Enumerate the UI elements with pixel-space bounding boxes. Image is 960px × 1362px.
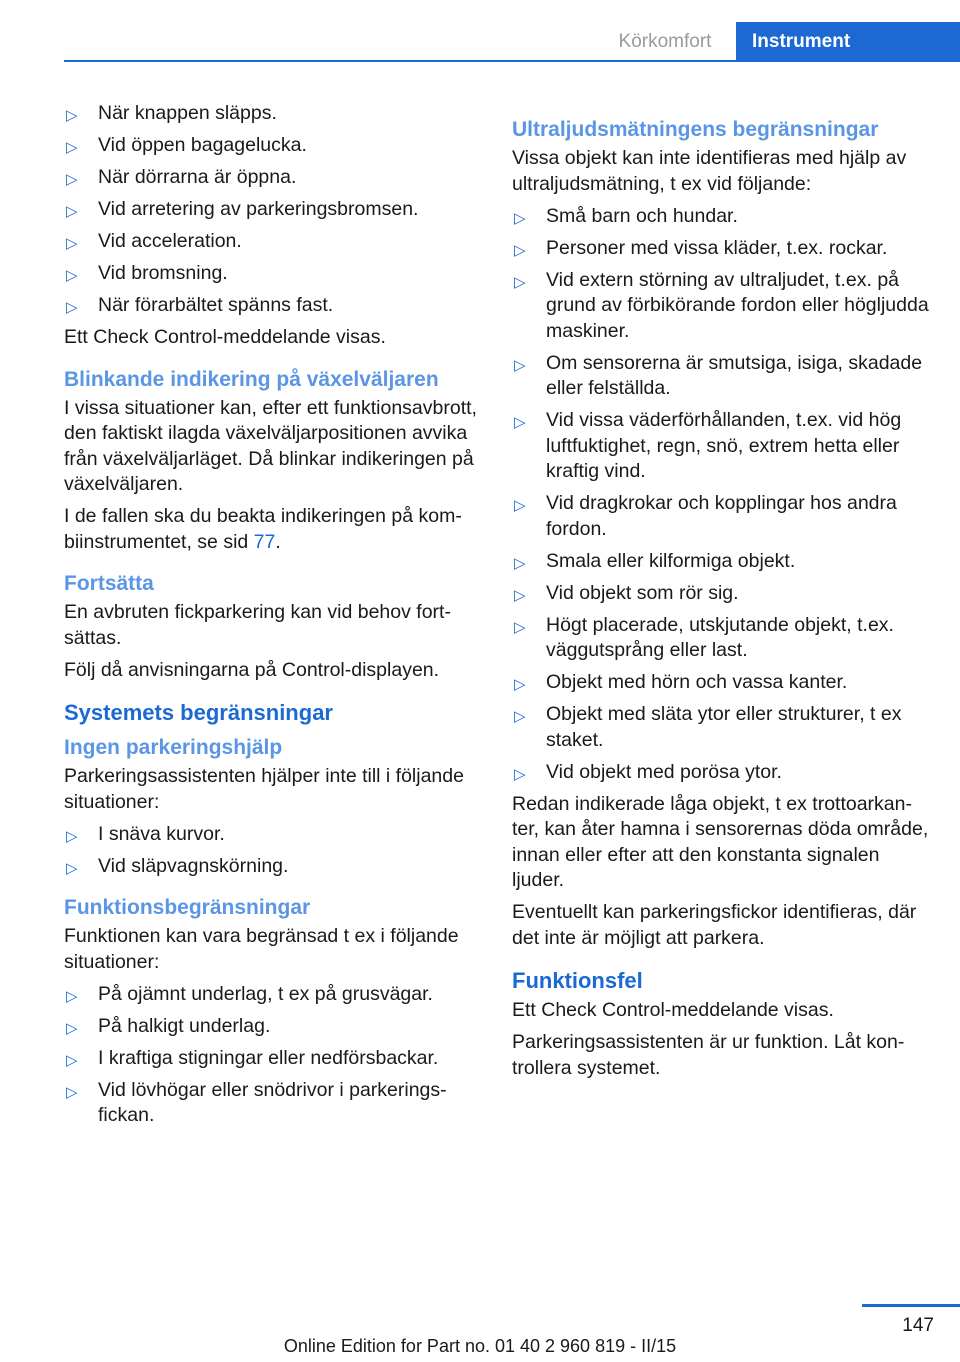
triangle-bullet-icon: ▷ <box>66 107 78 124</box>
paragraph: En avbruten fickparkering kan vid behov fortsättas. <box>64 601 451 649</box>
triangle-bullet-icon: ▷ <box>514 356 526 374</box>
triangle-bullet-icon: ▷ <box>66 1051 78 1069</box>
list-item: ▷ Objekt med släta ytor eller strukturer, t ex staket. <box>514 703 902 751</box>
conditions-list <box>64 101 480 319</box>
list-item: ▷ Vid acceleration. <box>64 229 480 255</box>
paragraph: Parkeringsassistenten hjälper inte till i följande situationer: <box>64 765 464 813</box>
triangle-bullet-icon: ▷ <box>66 299 78 316</box>
triangle-bullet-icon: ▷ <box>514 586 526 604</box>
paragraph: Eventuellt kan parkeringsfickor identifieras, där det inte är möjligt att parkera. <box>512 901 917 949</box>
header-chapter-tab[interactable]: Instrument <box>736 22 960 62</box>
triangle-bullet-icon: ▷ <box>514 554 526 572</box>
function-limit-list <box>64 982 480 1129</box>
triangle-bullet-icon: ▷ <box>66 859 78 877</box>
paragraph: Funktionen kan vara begränsad t ex i följande situationer: <box>64 925 459 973</box>
paragraph: Följ då anvisningarna på Control-displayen. <box>64 658 440 681</box>
list-item: ▷ Smala eller kilformiga objekt. <box>512 549 932 575</box>
paragraph: Parkeringsassistenten är ur funktion. Låt kontrollera systemet. <box>512 1031 905 1079</box>
list-item: ▷ Vid extern störning av ultraljudet, t.ex. på grund av förbikörande fordon eller högljudda maskiner. <box>514 268 929 342</box>
list-item: ▷ Vid dragkrokar och kopplingar hos andra fordon. <box>514 492 897 540</box>
triangle-bullet-icon: ▷ <box>514 676 526 693</box>
list-item: ▷ I kraftiga stigningar eller nedförsbackar. <box>64 1046 480 1072</box>
list-item: ▷ När förarbältet spänns fast. <box>64 293 480 319</box>
triangle-bullet-icon: ▷ <box>514 618 526 636</box>
heading-ultrasound-limits: Ultraljudsmätningens begränsningar <box>512 118 879 141</box>
footer-edition: Online Edition for Part no. 01 40 2 960 819 - II/15 <box>283 1336 677 1356</box>
triangle-bullet-icon: ▷ <box>66 987 78 1005</box>
list-item: ▷ Vid släpvagnskörning. <box>64 854 480 880</box>
paragraph: I de fallen ska du beakta indikeringen på kombiinstrumentet, se sid 77. <box>64 505 462 553</box>
list-item: ▷ I snäva kurvor. <box>64 822 480 848</box>
triangle-bullet-icon: ▷ <box>514 414 526 431</box>
list-item: ▷ När dörrarna är öppna. <box>64 165 480 191</box>
list-item: ▷ Personer med vissa kläder, t.ex. rockar. <box>512 236 932 262</box>
list-item: ▷ Om sensorerna är smutsiga, isiga, skadade eller felställda. <box>514 351 923 399</box>
triangle-bullet-icon: ▷ <box>66 267 78 284</box>
header-section-tab[interactable]: Körkomfort <box>618 31 712 52</box>
triangle-bullet-icon: ▷ <box>514 209 526 227</box>
list-item: ▷ Vid öppen bagagelucka. <box>64 133 480 159</box>
list-item: ▷ Vid objekt med porösa ytor. <box>512 760 932 786</box>
paragraph: Redan indikerade låga objekt, t ex trottoarkanter, kan åter hamna i sensorernas döda område, innan eller efter att den konstanta signalen ljuder. <box>512 792 929 891</box>
triangle-bullet-icon: ▷ <box>66 203 78 220</box>
triangle-bullet-icon: ▷ <box>66 139 78 156</box>
page-number: 147 <box>902 1315 934 1336</box>
list-item: ▷ Små barn och hundar. <box>512 204 932 230</box>
no-help-list <box>64 822 480 880</box>
paragraph: Ett Check Control-meddelande visas. <box>512 999 834 1021</box>
page-reference-link[interactable]: 77 <box>253 530 276 553</box>
list-item: ▷ Vid bromsning. <box>64 261 480 287</box>
triangle-bullet-icon: ▷ <box>514 497 526 514</box>
heading-function-limits: Funktionsbegränsningar <box>64 896 311 919</box>
triangle-bullet-icon: ▷ <box>514 241 526 259</box>
list-item: ▷ Objekt med hörn och vassa kanter. <box>512 670 932 696</box>
list-item: ▷ Högt placerade, utskjutande objekt, t.ex. väggutsprång eller last. <box>514 613 894 661</box>
triangle-bullet-icon: ▷ <box>514 765 526 783</box>
heading-blink: Blinkande indikering på växelväljaren <box>64 367 439 391</box>
list-item: ▷ På ojämnt underlag, t ex på grusvägar. <box>64 982 480 1008</box>
left-column <box>64 101 480 1135</box>
right-column <box>512 101 932 1088</box>
ultrasound-list <box>512 204 932 786</box>
list-item: ▷ Vid arretering av parkeringsbromsen. <box>64 197 480 223</box>
list-item: ▷ På halkigt underlag. <box>64 1014 480 1040</box>
triangle-bullet-icon: ▷ <box>66 1083 78 1101</box>
list-item: ▷ Vid vissa väderförhållanden, t.ex. vid hög luftfuktighet, regn, snö, extrem hetta eller kraftig vind. <box>514 409 902 482</box>
list-item: ▷ Vid lövhögar eller snödrivor i parkeringsfickan. <box>66 1078 447 1126</box>
heading-system-limits: Systemets begränsningar <box>64 700 333 725</box>
paragraph: Vissa objekt kan inte identifieras med hjälp av ultraljudsmätning, t ex vid följande: <box>512 147 907 195</box>
triangle-bullet-icon: ▷ <box>66 235 78 252</box>
heading-fortsatta: Fortsätta <box>64 572 154 595</box>
triangle-bullet-icon: ▷ <box>66 827 78 845</box>
triangle-bullet-icon: ▷ <box>514 708 526 725</box>
list-item: ▷ När knappen släpps. <box>64 101 480 127</box>
triangle-bullet-icon: ▷ <box>514 273 526 291</box>
paragraph: I vissa situationer kan, efter ett funktionsavbrott, den faktiskt ilagda växelväljarpositionen avvika från växelväljarläget. Då blinkar indikeringen på växelväljaren. <box>64 396 477 495</box>
page-number-rule <box>862 1304 960 1307</box>
heading-malfunction: Funktionsfel <box>512 968 643 993</box>
footer <box>0 1336 960 1357</box>
triangle-bullet-icon: ▷ <box>66 1019 78 1037</box>
paragraph: Ett Check Control-meddelande visas. <box>64 326 386 348</box>
triangle-bullet-icon: ▷ <box>66 171 78 188</box>
list-item: ▷ Vid objekt som rör sig. <box>512 581 932 607</box>
heading-no-parking-help: Ingen parkeringshjälp <box>64 736 283 759</box>
